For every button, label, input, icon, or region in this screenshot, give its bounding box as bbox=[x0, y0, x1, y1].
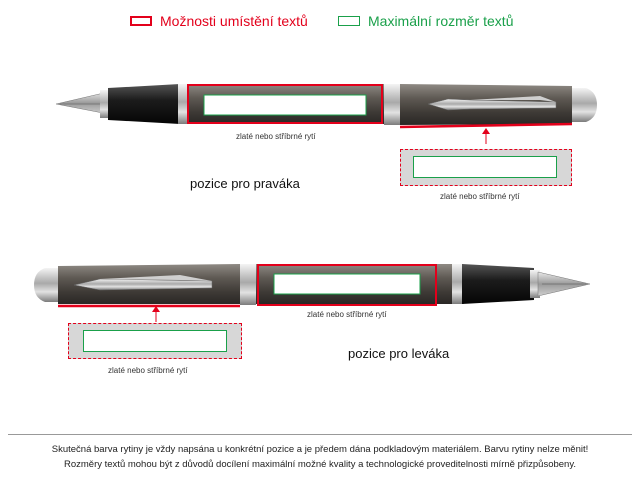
grip-section bbox=[108, 84, 180, 124]
barrel-engraving-caption: zlaté nebo stříbrné rytí bbox=[307, 310, 387, 319]
clip bbox=[74, 279, 212, 290]
position-label-right-handed: pozice pro praváka bbox=[190, 176, 300, 191]
footer-divider bbox=[8, 434, 632, 435]
clip-engraving-caption: zlaté nebo stříbrné rytí bbox=[440, 192, 520, 201]
barrel-max-text-area bbox=[274, 274, 420, 294]
clip-engraving-caption: zlaté nebo stříbrné rytí bbox=[108, 366, 188, 375]
pen-right-handed bbox=[56, 84, 597, 144]
cap-finial bbox=[34, 268, 59, 302]
footer-note-line2: Rozměry textů mohou být z důvodů docílení maximální možné kvality a technologické proveditelnosti mírně přizpůsobeny. bbox=[63, 459, 577, 470]
clip-max-text-area bbox=[413, 156, 557, 178]
grip-section bbox=[462, 264, 534, 304]
footer-note-line1: Skutečná barva rytiny je vždy napsána u konkrétní pozice a je předem dána podkladovým materiálem. Barvu rytiny nelze měnit! bbox=[51, 444, 589, 455]
legend-engraving-positions-label: Možnosti umístění textů bbox=[160, 13, 308, 29]
clip-engraving-area bbox=[68, 323, 242, 359]
position-label-left-handed: pozice pro leváka bbox=[348, 346, 450, 361]
clip-engraving-area bbox=[400, 149, 572, 186]
clip-max-text-area bbox=[83, 330, 227, 352]
legend-max-text-size-label: Maximální rozměr textů bbox=[368, 13, 514, 29]
barrel-engraving-caption: zlaté nebo stříbrné rytí bbox=[236, 132, 316, 141]
barrel-max-text-area bbox=[204, 95, 366, 115]
arrow-icon bbox=[482, 128, 490, 134]
cap-finial bbox=[572, 88, 597, 122]
